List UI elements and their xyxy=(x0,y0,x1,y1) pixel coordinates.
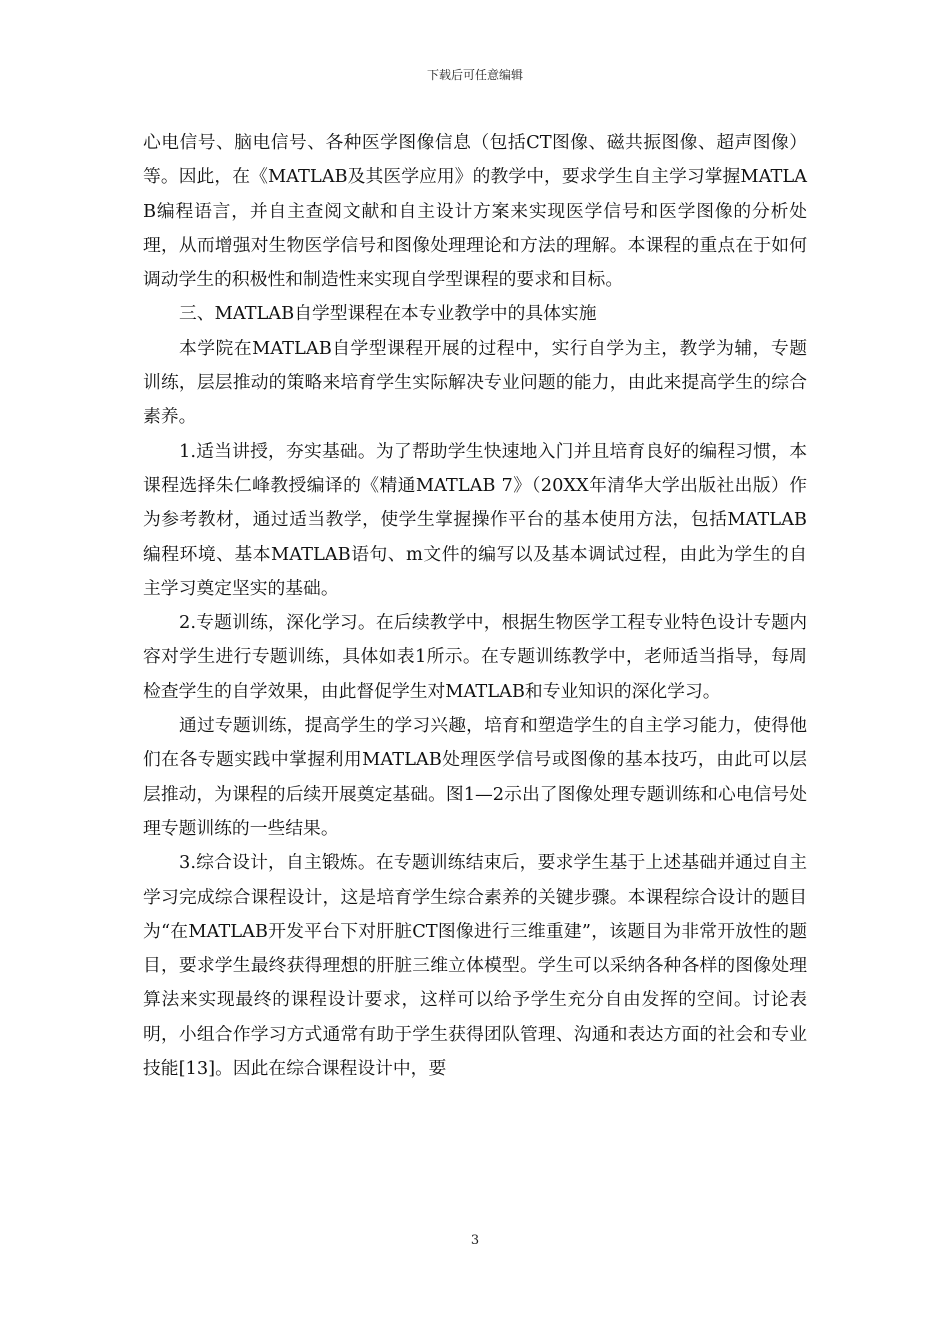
paragraph-item-1: 1.适当讲授，夯实基础。为了帮助学生快速地入门并且培育良好的编程习惯，本课程选择朱仁峰教授编译的《精通MATLAB 7》（20XX年清华大学出版社出版）作为参考教材，通过适当教学，使学生掌握操作平台的基本使用方法，包括MATLAB编程环境、基本MATLAB语句、m文件的编写以及基本调试过程，由此为学生的自主学习奠定坚实的基础。 xyxy=(143,440,807,599)
paragraph-item-3: 3.综合设计，自主锻炼。在专题训练结束后，要求学生基于上述基础并通过自主学习完成综合课程设计，这是培育学生综合素养的关键步骤。本课程综合设计的题目为“在MATLAB开发平台下对肝脏CT图像进行三维重建”，该题目为非常开放性的题目，要求学生最终获得理想的肝脏三维立体模型。学生可以采纳各种各样的图像处理算法来实现最终的课程设计要求，这样可以给予学生充分自由发挥的空间。讨论表明，小组合作学习方式通常有助于学生获得团队管理、沟通和表达方面的社会和专业技能[13]。因此在综合课程设计中，要 xyxy=(143,852,807,1080)
section-heading-3: 三、MATLAB自学型课程在本专业教学中的具体实施 xyxy=(179,303,597,325)
paragraph-intro: 本学院在MATLAB自学型课程开展的过程中，实行自学为主，教学为辅，专题训练，层层推动的策略来培育学生实际解决专业问题的能力，由此来提高学生的综合素养。 xyxy=(143,337,807,428)
paragraph-training-results: 通过专题训练，提高学生的学习兴趣，培育和塑造学生的自主学习能力，使得他们在各专题实践中掌握利用MATLAB处理医学信号或图像的基本技巧，由此可以层层推动，为课程的后续开展奠定基础。图1—2示出了图像处理专题训练和心电信号处理专题训练的一些结果。 xyxy=(143,715,807,839)
paragraph-item-2: 2.专题训练，深化学习。在后续教学中，根据生物医学工程专业特色设计专题内容对学生进行专题训练，具体如表1所示。在专题训练教学中，老师适当指导，每周检查学生的自学效果，由此督促学生对MATLAB和专业知识的深化学习。 xyxy=(143,612,807,702)
body-text xyxy=(143,126,807,1086)
paragraph-continuation: 心电信号、脑电信号、各种医学图像信息（包括CT图像、磁共振图像、超声图像）等。因此，在《MATLAB及其医学应用》的教学中，要求学生自主学习掌握MATLAB编程语言，并自主查阅文献和自主设计方案来实现医学信号和医学图像的分析处理，从而增强对生物医学信号和图像处理理论和方法的理解。本课程的重点在于如何调动学生的积极性和制造性来实现自学型课程的要求和目标。 xyxy=(143,132,807,291)
page-number: 3 xyxy=(470,1233,480,1248)
page-header: 下载后可任意编辑 xyxy=(426,68,523,82)
